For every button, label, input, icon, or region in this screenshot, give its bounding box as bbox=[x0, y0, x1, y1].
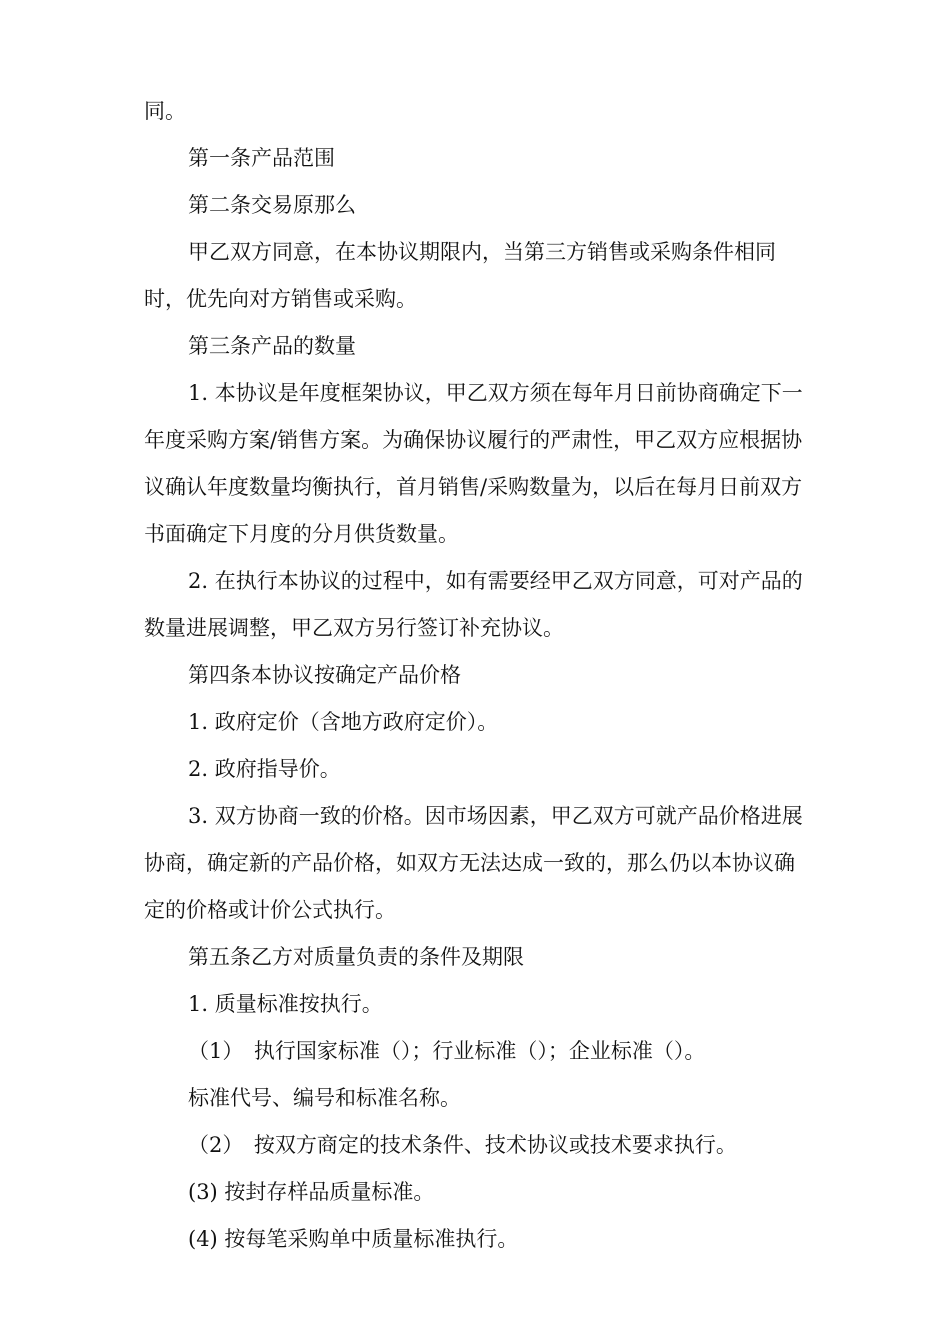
article-3-item-1: 1. 本协议是年度框架协议，甲乙双方须在每年月日前协商确定下一年度采购方案/销售方案。为确保协议履行的严肃性，甲乙双方应根据协议确认年度数量均衡执行，首月销售/采购数量为，以后在每月日前双方书面确定下月度的分月供货数量。 bbox=[144, 381, 803, 546]
article-4-item-2: 2. 政府指导价。 bbox=[188, 757, 341, 781]
article-2-heading: 第二条交易原那么 bbox=[188, 193, 356, 217]
document-body bbox=[144, 88, 804, 1263]
article-2-body: 甲乙双方同意，在本协议期限内，当第三方销售或采购条件相同时，优先向对方销售或采购。 bbox=[144, 240, 776, 311]
article-5-standard-note: 标准代号、编号和标准名称。 bbox=[188, 1086, 461, 1110]
article-4-heading: 第四条本协议按确定产品价格 bbox=[188, 663, 461, 687]
paragraph-continuation: 同。 bbox=[144, 99, 186, 123]
article-5-subitem-1: （1） 执行国家标准（）；行业标准（）；企业标准（）。 bbox=[188, 1039, 706, 1063]
article-4-item-3: 3. 双方协商一致的价格。因市场因素，甲乙双方可就产品价格进展协商，确定新的产品价格，如双方无法达成一致的，那么仍以本协议确定的价格或计价公式执行。 bbox=[144, 804, 803, 922]
article-4-item-1: 1. 政府定价（含地方政府定价）。 bbox=[188, 710, 499, 734]
article-5-subitem-4: (4) 按每笔采购单中质量标准执行。 bbox=[188, 1227, 519, 1251]
article-5-item-1: 1. 质量标准按执行。 bbox=[188, 992, 383, 1016]
article-3-heading: 第三条产品的数量 bbox=[188, 334, 356, 358]
article-5-subitem-3: (3) 按封存样品质量标准。 bbox=[188, 1180, 435, 1204]
article-3-item-2: 2. 在执行本协议的过程中，如有需要经甲乙双方同意，可对产品的数量进展调整，甲乙双方另行签订补充协议。 bbox=[144, 569, 803, 640]
article-5-heading: 第五条乙方对质量负责的条件及期限 bbox=[188, 945, 524, 969]
article-5-subitem-2: （2） 按双方商定的技术条件、技术协议或技术要求执行。 bbox=[188, 1133, 737, 1157]
article-1-heading: 第一条产品范围 bbox=[188, 146, 335, 170]
